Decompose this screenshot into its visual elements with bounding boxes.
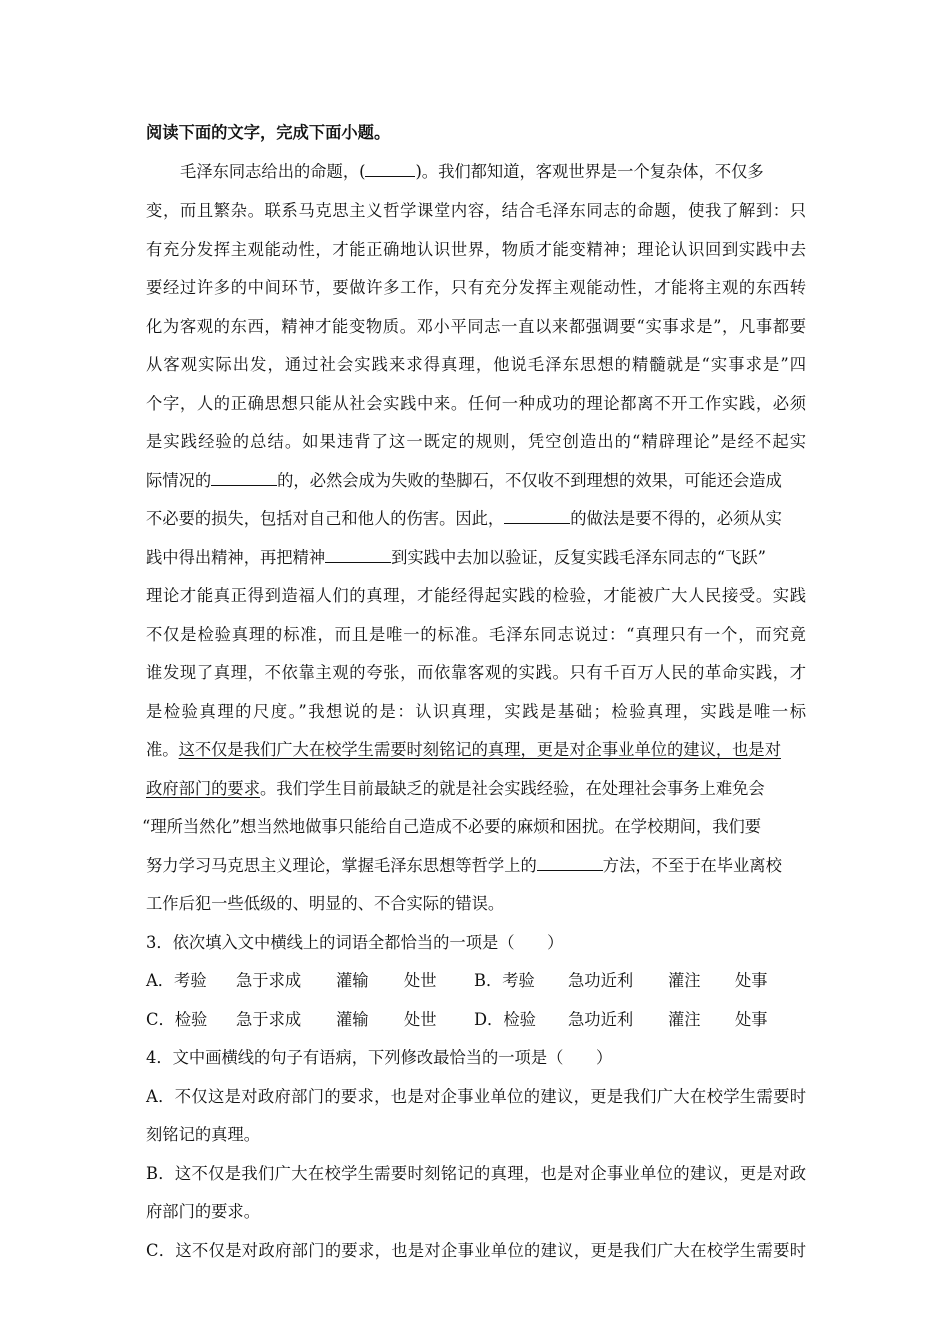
option-a-text: 刻铭记的真理。 <box>146 1125 260 1144</box>
passage-line: 工作后犯一些低级的、明显的、不合实际的错误。 <box>146 894 505 913</box>
passage-line: 是检验真理的尺度。”我想说的是：认识真理，实践是基础；检验真理，实践是唯一标 <box>146 702 806 721</box>
passage-line: 要经过许多的中间环节，要做许多工作，只有充分发挥主观能动性，才能将主观的东西转 <box>146 278 806 297</box>
option-b-label: B．考验 <box>474 971 535 990</box>
underlined-sentence: 这不仅是我们广大在校学生需要时刻铭记的真理，更是对企事业单位的建议，也是对 <box>178 740 781 759</box>
passage-line: 变，而且繁杂。联系马克思主义哲学课堂内容，结合毛泽东同志的命题，使我了解到：只 <box>146 201 806 220</box>
passage-line: 有充分发挥主观能动性，才能正确地认识世界，物质才能变精神；理论认识回到实践中去 <box>146 240 806 259</box>
reading-instruction: 阅读下面的文字，完成下面小题。 <box>146 123 391 142</box>
option-a-word: 灌输 <box>336 971 369 990</box>
option-a-label: A．考验 <box>146 971 207 990</box>
option-b-text: 府部门的要求。 <box>146 1202 260 1221</box>
passage-line: 毛泽东同志给出的命题，( )。我们都知道，客观世界是一个复杂体，不仅多 <box>180 162 764 181</box>
option-d-label: D．检验 <box>474 1010 536 1029</box>
option-d-word: 灌注 <box>668 1010 701 1029</box>
passage-line: 理论才能真正得到造福人们的真理，才能经得起实践的检验，才能被广大人民接受。实践 <box>146 586 806 605</box>
option-b-word: 灌注 <box>668 971 701 990</box>
option-a-text: A．不仅这是对政府部门的要求，也是对企事业单位的建议，更是我们广大在校学生需要时 <box>146 1087 806 1106</box>
option-a-word: 处世 <box>404 971 437 990</box>
passage-line: 际情况的 的，必然会成为失败的垫脚石，不仅收不到理想的效果，可能还会造成 <box>146 471 782 490</box>
option-b-word: 处事 <box>735 971 768 990</box>
option-c-word: 处世 <box>404 1010 437 1029</box>
passage-line: 不必要的损失，包括对自己和他人的伤害。因此， 的做法是要不得的，必须从实 <box>146 509 782 528</box>
passage-line: 践中得出精神，再把精神 到实践中去加以验证，反复实践毛泽东同志的“飞跃” <box>146 548 766 567</box>
passage-line: 努力学习马克思主义理论，掌握毛泽东思想等哲学上的 方法，不至于在毕业离校 <box>146 856 782 875</box>
answer-blank <box>365 162 415 177</box>
passage-line: 从客观实际出发，通过社会实践来求得真理，他说毛泽东思想的精髓就是“实事求是”四 <box>146 355 806 374</box>
answer-blank <box>211 471 277 486</box>
passage-line: 个字，人的正确思想只能从社会实践中来。任何一种成功的理论都离不开工作实践，必须 <box>146 394 806 413</box>
question-stem: 4．文中画横线的句子有语病，下列修改最恰当的一项是（ ） <box>146 1048 613 1067</box>
option-a-word: 急于求成 <box>236 971 302 990</box>
passage-line: “理所当然化”想当然地做事只能给自己造成不必要的麻烦和困扰。在学校期间，我们要 <box>142 817 762 836</box>
answer-blank <box>504 509 570 524</box>
answer-blank <box>537 856 603 871</box>
option-d-word: 急功近利 <box>568 1010 634 1029</box>
passage-line: 政府部门的要求。我们学生目前最缺乏的就是社会实践经验，在处理社会事务上难免会 <box>146 779 765 798</box>
option-c-label: C．检验 <box>146 1010 208 1029</box>
passage-line: 准。这不仅是我们广大在校学生需要时刻铭记的真理，更是对企事业单位的建议，也是对 <box>146 740 781 759</box>
passage-line: 化为客观的东西，精神才能变物质。邓小平同志一直以来都强调要“实事求是”，凡事都要 <box>146 317 806 336</box>
option-c-word: 灌输 <box>336 1010 369 1029</box>
passage-line: 谁发现了真理，不依靠主观的夸张，而依靠客观的实践。只有千百万人民的革命实践，才 <box>146 663 806 682</box>
option-b-text: B．这不仅是我们广大在校学生需要时刻铭记的真理，也是对企事业单位的建议，更是对政 <box>146 1164 806 1183</box>
option-c-text: C．这不仅是对政府部门的要求，也是对企事业单位的建议，更是我们广大在校学生需要时 <box>146 1241 806 1260</box>
option-c-word: 急于求成 <box>236 1010 302 1029</box>
question-stem: 3．依次填入文中横线上的词语全都恰当的一项是（ ） <box>146 933 564 952</box>
passage-line: 不仅是检验真理的标准，而且是唯一的标准。毛泽东同志说过：“真理只有一个，而究竟 <box>146 625 806 644</box>
option-b-word: 急功近利 <box>568 971 634 990</box>
underlined-sentence: 政府部门的要求 <box>146 779 260 798</box>
passage-line: 是实践经验的总结。如果违背了这一既定的规则，凭空创造出的“精辟理论”是经不起实 <box>146 432 806 451</box>
answer-blank <box>325 548 391 563</box>
option-d-word: 处事 <box>735 1010 768 1029</box>
